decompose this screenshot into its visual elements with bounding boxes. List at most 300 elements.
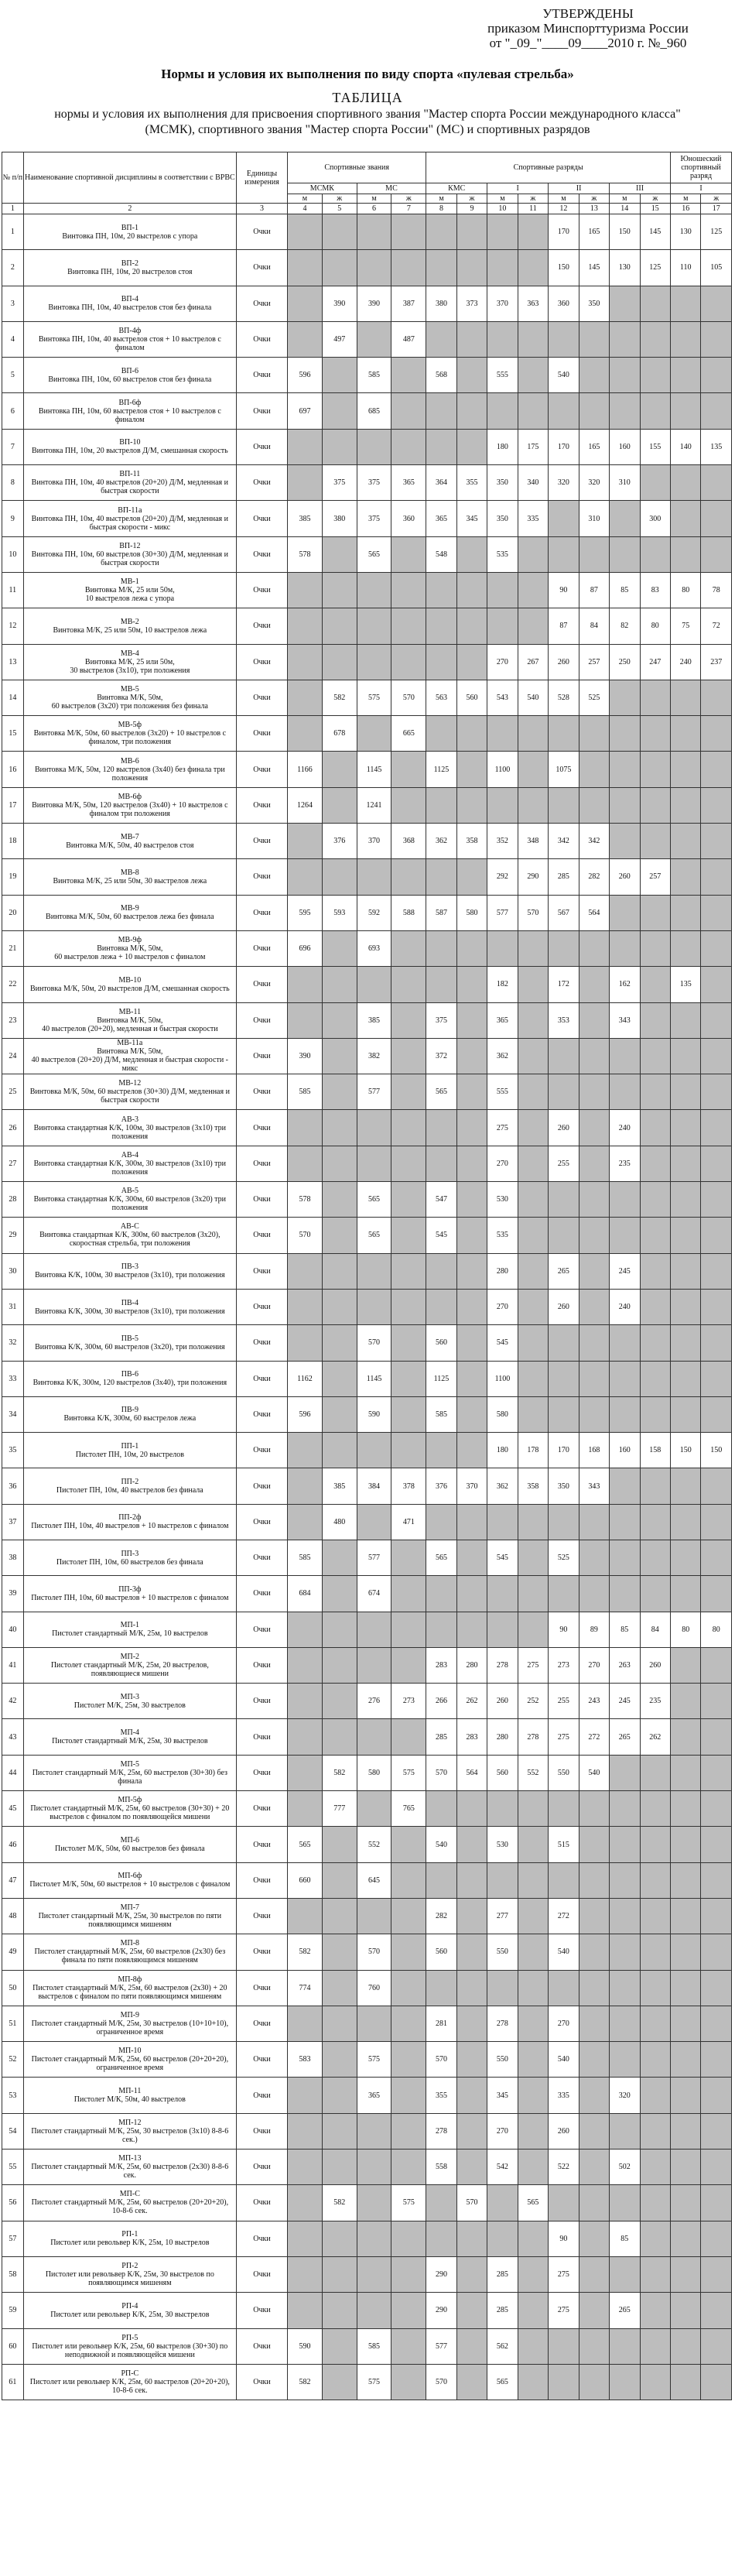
empty-norm-cell (391, 1038, 426, 1074)
empty-norm-cell (701, 2256, 732, 2292)
empty-norm-cell (426, 1612, 456, 1647)
discipline-name: ПВ-9 Винтовка К/К, 300м, 60 выстрелов лежа (23, 1396, 236, 1432)
empty-norm-cell (610, 1182, 640, 1218)
norm-value: 560 (426, 1934, 456, 1970)
empty-norm-cell (487, 1791, 518, 1827)
empty-norm-cell (701, 787, 732, 823)
row-number: 26 (2, 1110, 24, 1146)
unit-cell: Очки (236, 1862, 287, 1898)
row-number: 41 (2, 1647, 24, 1683)
empty-norm-cell (518, 1002, 548, 1038)
norm-value: 310 (610, 465, 640, 501)
norm-value: 1125 (426, 752, 456, 787)
norm-value: 275 (549, 1719, 579, 1755)
table-row (2, 1862, 732, 1898)
empty-norm-cell (518, 1612, 548, 1647)
unit-cell: Очки (236, 1719, 287, 1755)
empty-norm-cell (610, 1791, 640, 1827)
empty-norm-cell (391, 2256, 426, 2292)
norm-value: 376 (322, 824, 357, 859)
norm-value: 263 (610, 1647, 640, 1683)
row-number: 47 (2, 1862, 24, 1898)
discipline-name: МВ-8 Винтовка М/К, 25 или 50м, 30 выстрелов лежа (23, 859, 236, 895)
discipline-name: МП-12 Пистолет стандартный М/К, 25м, 30 выстрелов (3х10) 8-8-6 сек.) (23, 2113, 236, 2149)
discipline-name: РП-С Пистолет или револьвер К/К, 25м, 60 выстрелов (20+20+20), 10-8-6 сек. (23, 2364, 236, 2400)
empty-norm-cell (391, 1110, 426, 1146)
norm-value: 570 (456, 2185, 487, 2221)
empty-norm-cell (701, 2364, 732, 2400)
empty-norm-cell (579, 321, 609, 357)
table-row (2, 1898, 732, 1934)
empty-norm-cell (322, 1289, 357, 1324)
empty-norm-cell (701, 1002, 732, 1038)
empty-norm-cell (288, 2006, 323, 2041)
empty-norm-cell (487, 250, 518, 286)
discipline-name: ВП-2 Винтовка ПН, 10м, 20 выстрелов стоя (23, 250, 236, 286)
col-ms: МС (357, 183, 426, 194)
norm-value: 515 (549, 1827, 579, 1862)
discipline-name: ВП-12 Винтовка ПН, 10м, 60 выстрелов (30+30) Д/М, медленная и быстрая скорости (23, 536, 236, 572)
empty-norm-cell (456, 2364, 487, 2400)
table-row (2, 1684, 732, 1719)
empty-norm-cell (487, 393, 518, 429)
empty-norm-cell (456, 2256, 487, 2292)
empty-norm-cell (391, 1253, 426, 1289)
row-number: 49 (2, 1934, 24, 1970)
table-row (2, 1396, 732, 1432)
empty-norm-cell (549, 716, 579, 752)
empty-norm-cell (322, 2221, 357, 2256)
norm-value: 350 (579, 286, 609, 321)
norm-value: 290 (518, 859, 548, 895)
norm-value: 565 (426, 1540, 456, 1575)
table-row (2, 1182, 732, 1218)
empty-norm-cell (487, 321, 518, 357)
empty-norm-cell (391, 2364, 426, 2400)
table-row (2, 1612, 732, 1647)
norm-value: 280 (487, 1253, 518, 1289)
unit-cell: Очки (236, 2328, 287, 2364)
norm-value: 577 (357, 1540, 391, 1575)
table-row (2, 1540, 732, 1575)
row-number: 34 (2, 1396, 24, 1432)
norm-value: 85 (610, 2221, 640, 2256)
empty-norm-cell (391, 1898, 426, 1934)
empty-norm-cell (671, 859, 701, 895)
empty-norm-cell (487, 1970, 518, 2006)
empty-norm-cell (549, 2185, 579, 2221)
empty-norm-cell (549, 1576, 579, 1612)
empty-norm-cell (322, 1110, 357, 1146)
empty-norm-cell (701, 2221, 732, 2256)
empty-norm-cell (579, 1038, 609, 1074)
unit-cell: Очки (236, 358, 287, 393)
empty-norm-cell (640, 1146, 670, 1181)
table-row (2, 2364, 732, 2400)
col-junior-header: Юношеский спортивный разряд (671, 152, 732, 183)
row-number: 40 (2, 1612, 24, 1647)
empty-norm-cell (701, 465, 732, 501)
empty-norm-cell (640, 536, 670, 572)
norm-value: 290 (426, 2293, 456, 2328)
empty-norm-cell (391, 1002, 426, 1038)
norm-value: 345 (456, 501, 487, 536)
unit-cell: Очки (236, 2221, 287, 2256)
norm-value: 565 (487, 2364, 518, 2400)
empty-norm-cell (322, 2150, 357, 2185)
norm-value: 582 (322, 680, 357, 715)
empty-norm-cell (640, 1361, 670, 1396)
empty-norm-cell (701, 752, 732, 787)
column-number: 7 (391, 204, 426, 214)
norm-value: 552 (518, 1755, 548, 1790)
empty-norm-cell (701, 1253, 732, 1289)
empty-norm-cell (456, 393, 487, 429)
empty-norm-cell (322, 572, 357, 608)
table-subtitle: ТАБЛИЦА (332, 90, 403, 105)
empty-norm-cell (518, 1791, 548, 1827)
empty-norm-cell (456, 1038, 487, 1074)
empty-norm-cell (357, 250, 391, 286)
empty-norm-cell (322, 1827, 357, 1862)
discipline-name: ВП-6ф Винтовка ПН, 10м, 60 выстрелов стоя + 10 выстрелов с финалом (23, 393, 236, 429)
empty-norm-cell (456, 1970, 487, 2006)
discipline-name: МП-9 Пистолет стандартный М/К, 25м, 30 выстрелов (10+10+10), ограниченное время (23, 2006, 236, 2041)
norm-value: 570 (426, 2364, 456, 2400)
discipline-name: МВ-7 Винтовка М/К, 50м, 40 выстрелов стоя (23, 824, 236, 859)
empty-norm-cell (610, 1468, 640, 1504)
gender-male-header: м (671, 194, 701, 204)
empty-norm-cell (671, 716, 701, 752)
empty-norm-cell (518, 1110, 548, 1146)
norm-value: 577 (426, 2328, 456, 2364)
empty-norm-cell (322, 2256, 357, 2292)
empty-norm-cell (549, 321, 579, 357)
empty-norm-cell (322, 1325, 357, 1361)
gender-female-header: ж (456, 194, 487, 204)
col-rank3: III (610, 183, 671, 194)
norm-value: 252 (518, 1684, 548, 1719)
empty-norm-cell (701, 1146, 732, 1181)
empty-norm-cell (579, 2042, 609, 2078)
norm-value: 265 (610, 1719, 640, 1755)
empty-norm-cell (426, 250, 456, 286)
discipline-name: РП-5 Пистолет или револьвер К/К, 25м, 60 выстрелов (30+30) по неподвижной и появляющейся мишени (23, 2328, 236, 2364)
table-row (2, 2221, 732, 2256)
empty-norm-cell (288, 465, 323, 501)
empty-norm-cell (671, 1325, 701, 1361)
empty-norm-cell (456, 1612, 487, 1647)
unit-cell: Очки (236, 2113, 287, 2149)
table-row (2, 1002, 732, 1038)
norm-value: 565 (426, 1074, 456, 1110)
empty-norm-cell (357, 1110, 391, 1146)
discipline-name: МП-11 Пистолет М/К, 50м, 40 выстрелов (23, 2078, 236, 2113)
empty-norm-cell (610, 2328, 640, 2364)
empty-norm-cell (610, 2006, 640, 2041)
column-number: 16 (671, 204, 701, 214)
empty-norm-cell (322, 1253, 357, 1289)
empty-norm-cell (701, 895, 732, 930)
empty-norm-cell (518, 393, 548, 429)
norm-value: 285 (487, 2256, 518, 2292)
empty-norm-cell (610, 895, 640, 930)
row-number: 37 (2, 1504, 24, 1540)
norm-value: 283 (456, 1719, 487, 1755)
unit-cell: Очки (236, 1182, 287, 1218)
unit-cell: Очки (236, 1002, 287, 1038)
norm-value: 380 (426, 286, 456, 321)
norm-value: 355 (456, 465, 487, 501)
row-number: 30 (2, 1253, 24, 1289)
unit-cell: Очки (236, 2256, 287, 2292)
norm-value: 272 (579, 1719, 609, 1755)
empty-norm-cell (671, 1755, 701, 1790)
row-number: 38 (2, 1540, 24, 1575)
empty-norm-cell (671, 1468, 701, 1504)
empty-norm-cell (579, 1898, 609, 1934)
empty-norm-cell (426, 429, 456, 464)
empty-norm-cell (322, 1038, 357, 1074)
table-row (2, 1504, 732, 1540)
empty-norm-cell (456, 572, 487, 608)
empty-norm-cell (322, 1433, 357, 1468)
norm-value: 130 (610, 250, 640, 286)
table-row (2, 1253, 732, 1289)
col-msmk: МСМК (288, 183, 357, 194)
norm-value: 145 (579, 250, 609, 286)
empty-norm-cell (518, 787, 548, 823)
discipline-name: МП-6 Пистолет М/К, 50м, 60 выстрелов без финала (23, 1827, 236, 1862)
empty-norm-cell (391, 787, 426, 823)
empty-norm-cell (391, 1396, 426, 1432)
norm-value: 547 (426, 1182, 456, 1218)
norm-value: 255 (549, 1684, 579, 1719)
unit-cell: Очки (236, 1934, 287, 1970)
empty-norm-cell (288, 214, 323, 250)
norm-value: 568 (426, 358, 456, 393)
empty-norm-cell (357, 1647, 391, 1683)
empty-norm-cell (671, 465, 701, 501)
norm-value: 273 (549, 1647, 579, 1683)
empty-norm-cell (518, 1182, 548, 1218)
norm-value: 596 (288, 358, 323, 393)
empty-norm-cell (671, 2185, 701, 2221)
norm-value: 290 (426, 2256, 456, 2292)
col-unit-header: Единицы измерения (236, 152, 287, 204)
empty-norm-cell (357, 967, 391, 1002)
norm-value: 275 (549, 2256, 579, 2292)
norm-value: 276 (357, 1684, 391, 1719)
discipline-name: МВ-4 Винтовка М/К, 25 или 50м, 30 выстрелов (3х10), три положения (23, 644, 236, 680)
empty-norm-cell (640, 1934, 670, 1970)
norm-value: 382 (357, 1038, 391, 1074)
empty-norm-cell (701, 1396, 732, 1432)
norm-value: 373 (456, 286, 487, 321)
empty-norm-cell (456, 1898, 487, 1934)
norm-value: 582 (322, 1755, 357, 1790)
empty-norm-cell (701, 1827, 732, 1862)
norm-value: 355 (426, 2078, 456, 2113)
discipline-name: ПВ-5 Винтовка К/К, 300м, 60 выстрелов (3х20), три положения (23, 1325, 236, 1361)
norm-value: 260 (549, 1110, 579, 1146)
empty-norm-cell (579, 1934, 609, 1970)
empty-norm-cell (322, 1002, 357, 1038)
norm-value: 385 (288, 501, 323, 536)
discipline-name: ПВ-4 Винтовка К/К, 300м, 30 выстрелов (3х10), три положения (23, 1289, 236, 1324)
empty-norm-cell (640, 1755, 670, 1790)
empty-norm-cell (518, 1540, 548, 1575)
table-row (2, 1433, 732, 1468)
empty-norm-cell (549, 1325, 579, 1361)
empty-norm-cell (549, 1862, 579, 1898)
empty-norm-cell (610, 1898, 640, 1934)
unit-cell: Очки (236, 1038, 287, 1074)
discipline-name: МП-5 Пистолет стандартный М/К, 25м, 60 выстрелов (30+30) без финала (23, 1755, 236, 1790)
norm-value: 172 (549, 967, 579, 1002)
norm-value: 540 (549, 2042, 579, 2078)
empty-norm-cell (391, 752, 426, 787)
norm-value: 697 (288, 393, 323, 429)
unit-cell: Очки (236, 572, 287, 608)
discipline-name: ВП-4 Винтовка ПН, 10м, 40 выстрелов стоя без финала (23, 286, 236, 321)
approval-block (456, 6, 720, 50)
empty-norm-cell (640, 465, 670, 501)
empty-norm-cell (518, 1218, 548, 1253)
empty-norm-cell (701, 1791, 732, 1827)
row-number: 19 (2, 859, 24, 895)
empty-norm-cell (701, 1504, 732, 1540)
norm-value: 570 (357, 1934, 391, 1970)
norm-value: 178 (518, 1433, 548, 1468)
empty-norm-cell (549, 1361, 579, 1396)
empty-norm-cell (391, 1289, 426, 1324)
norm-value: 84 (579, 608, 609, 644)
discipline-name: АВ-5 Винтовка стандартная К/К, 300м, 60 выстрелов (3х20) три положения (23, 1182, 236, 1218)
empty-norm-cell (357, 2256, 391, 2292)
norm-value: 550 (549, 1755, 579, 1790)
empty-norm-cell (288, 716, 323, 752)
empty-norm-cell (456, 2078, 487, 2113)
norm-value: 471 (391, 1504, 426, 1540)
table-row (2, 393, 732, 429)
norm-value: 575 (391, 1755, 426, 1790)
empty-norm-cell (671, 1862, 701, 1898)
norm-value: 578 (288, 1182, 323, 1218)
empty-norm-cell (322, 1361, 357, 1396)
empty-norm-cell (671, 1540, 701, 1575)
empty-norm-cell (579, 2006, 609, 2041)
norm-value: 257 (640, 859, 670, 895)
unit-cell: Очки (236, 1755, 287, 1790)
norm-value: 160 (610, 429, 640, 464)
empty-norm-cell (671, 321, 701, 357)
empty-norm-cell (456, 1110, 487, 1146)
norm-value: 235 (640, 1684, 670, 1719)
empty-norm-cell (671, 501, 701, 536)
row-number: 56 (2, 2185, 24, 2221)
norm-value: 150 (701, 1433, 732, 1468)
empty-norm-cell (322, 1934, 357, 1970)
table-row (2, 214, 732, 250)
empty-norm-cell (518, 930, 548, 966)
unit-cell: Очки (236, 752, 287, 787)
discipline-name: ВП-11а Винтовка ПН, 10м, 40 выстрелов (20+20) Д/М, медленная и быстрая скорости - микс (23, 501, 236, 536)
empty-norm-cell (487, 1612, 518, 1647)
norm-value: 335 (549, 2078, 579, 2113)
empty-norm-cell (391, 536, 426, 572)
norm-value: 135 (701, 429, 732, 464)
empty-norm-cell (671, 2221, 701, 2256)
empty-norm-cell (610, 1504, 640, 1540)
empty-norm-cell (671, 286, 701, 321)
empty-norm-cell (456, 2328, 487, 2364)
column-number: 8 (426, 204, 456, 214)
discipline-name: МВ-12 Винтовка М/К, 50м, 60 выстрелов (30+30) Д/М, медленная и быстрая скорости (23, 1074, 236, 1110)
empty-norm-cell (671, 2328, 701, 2364)
column-number: 14 (610, 204, 640, 214)
empty-norm-cell (701, 1182, 732, 1218)
empty-norm-cell (391, 429, 426, 464)
column-number: 5 (322, 204, 357, 214)
empty-norm-cell (701, 1719, 732, 1755)
empty-norm-cell (610, 1218, 640, 1253)
norm-value: 280 (487, 1719, 518, 1755)
empty-norm-cell (671, 1182, 701, 1218)
norm-value: 240 (610, 1110, 640, 1146)
norm-value: 540 (549, 1934, 579, 1970)
empty-norm-cell (579, 393, 609, 429)
empty-norm-cell (322, 930, 357, 966)
empty-norm-cell (640, 895, 670, 930)
empty-norm-cell (701, 1038, 732, 1074)
unit-cell: Очки (236, 1361, 287, 1396)
empty-norm-cell (640, 2328, 670, 2364)
empty-norm-cell (391, 1325, 426, 1361)
norm-value: 378 (391, 1468, 426, 1504)
empty-norm-cell (288, 429, 323, 464)
empty-norm-cell (518, 572, 548, 608)
empty-norm-cell (456, 536, 487, 572)
empty-norm-cell (549, 1504, 579, 1540)
empty-norm-cell (357, 608, 391, 644)
norm-value: 580 (487, 1396, 518, 1432)
norm-value: 1075 (549, 752, 579, 787)
norm-value: 150 (610, 214, 640, 250)
empty-norm-cell (487, 572, 518, 608)
empty-norm-cell (671, 895, 701, 930)
empty-norm-cell (579, 1791, 609, 1827)
norm-value: 590 (357, 1396, 391, 1432)
row-number: 11 (2, 572, 24, 608)
empty-norm-cell (610, 358, 640, 393)
table-row (2, 2185, 732, 2221)
empty-norm-cell (456, 1433, 487, 1468)
norm-value: 575 (357, 680, 391, 715)
empty-norm-cell (288, 1253, 323, 1289)
norm-value: 696 (288, 930, 323, 966)
empty-norm-cell (456, 1361, 487, 1396)
norm-value: 587 (426, 895, 456, 930)
column-number: 15 (640, 204, 670, 214)
empty-norm-cell (288, 1612, 323, 1647)
empty-norm-cell (391, 2078, 426, 2113)
empty-norm-cell (288, 2150, 323, 2185)
discipline-name: РП-2 Пистолет или револьвер К/К, 25м, 30 выстрелов по появляющимся мишеням (23, 2256, 236, 2292)
unit-cell: Очки (236, 1218, 287, 1253)
row-number: 24 (2, 1038, 24, 1074)
empty-norm-cell (671, 1218, 701, 1253)
